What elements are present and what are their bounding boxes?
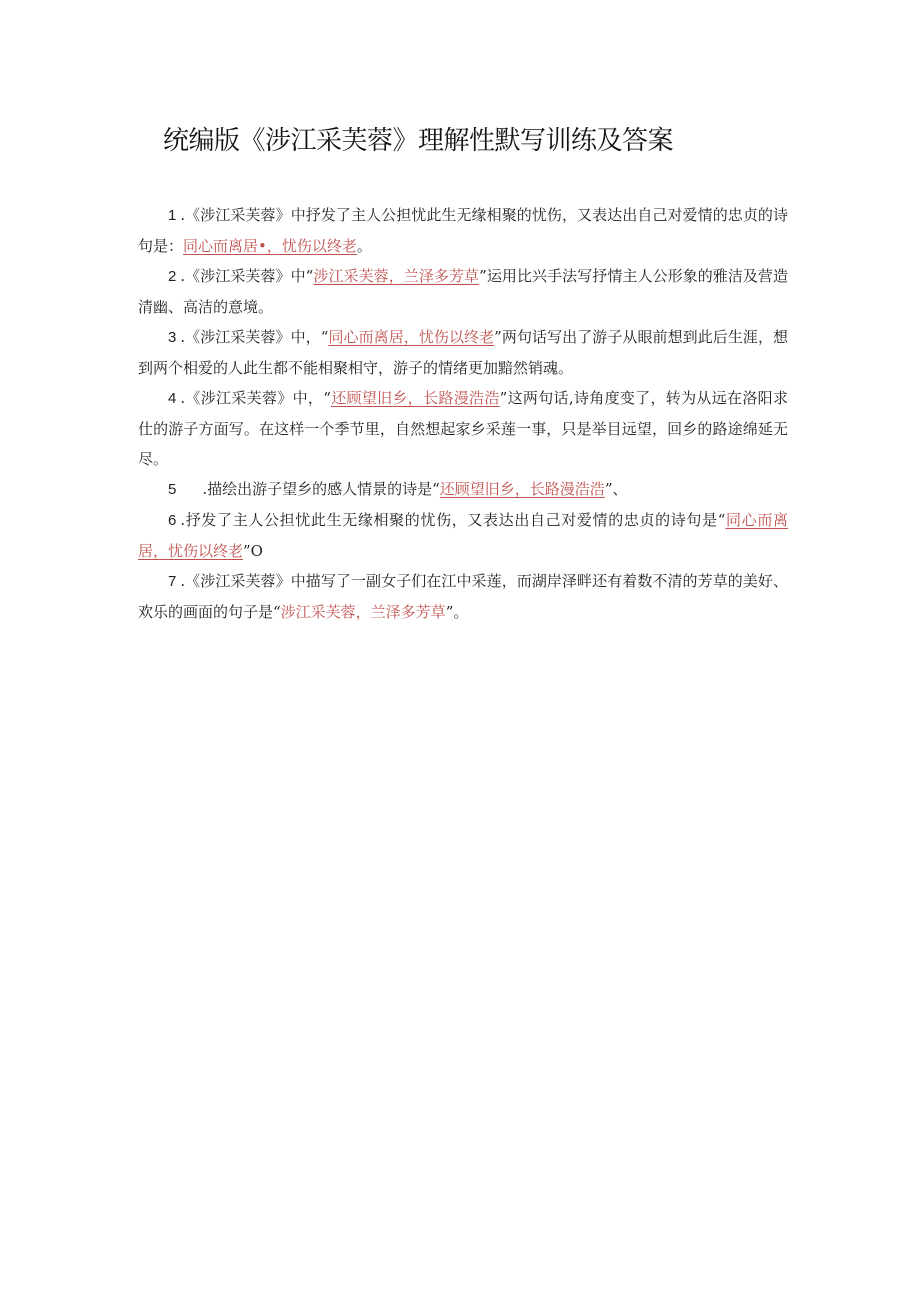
- question-text: .《涉江采芙蓉》中，“: [180, 389, 331, 407]
- question-item: [138, 200, 788, 261]
- question-number: 2: [168, 268, 177, 285]
- question-text-end: ”、: [604, 480, 628, 498]
- answer-text: 涉江采芙蓉，兰泽多芳草: [313, 267, 480, 285]
- answer-text: 同心而离居，忧伤以终老: [328, 328, 495, 346]
- question-text-end: 。: [356, 237, 372, 255]
- answer-text: 还顾望旧乡，长路漫浩浩: [439, 480, 605, 498]
- question-list: [138, 200, 788, 627]
- question-text: .《涉江采芙蓉》中抒发了主人公担忧此生无缘相聚的忧伤，又表达出自己对爱情的忠贞的诗句是：: [138, 206, 788, 255]
- question-text-end: ”运用比兴手法写抒情主人公形象的雅洁及营造清幽、高洁的意境。: [138, 267, 788, 316]
- question-item: [138, 566, 788, 627]
- page-title: 统编版《涉江采芙蓉》理解性默写训练及答案: [163, 126, 674, 156]
- question-text: .《涉江采芙蓉》中，“: [180, 328, 329, 346]
- answer-text: 同心而离居•，忧伤以终老: [183, 237, 357, 255]
- question-number: 7: [168, 573, 177, 590]
- question-text-end: ”两句话写出了游子从眼前想到此后生涯，想到两个相爱的人此生都不能相聚相守，游子的情绪更加黯然销魂。: [138, 328, 788, 377]
- question-item: [138, 322, 788, 383]
- question-text: .《涉江采芙蓉》中“: [180, 267, 314, 285]
- question-item: [138, 261, 788, 322]
- question-text-end: ”O: [243, 542, 263, 560]
- question-number: 6: [168, 512, 177, 529]
- question-number: 4: [168, 390, 177, 407]
- question-text-end: ”。: [445, 603, 469, 621]
- answer-text: 涉江采芙蓉，兰泽多芳草: [280, 603, 446, 621]
- question-item: [138, 474, 788, 505]
- answer-text: 同心而离居，忧伤以终老: [138, 511, 788, 560]
- question-text: .《涉江采芙蓉》中描写了一副女子们在江中采莲，而湖岸泽畔还有着数不清的芳草的美好、欢乐的画面的句子是“: [138, 572, 788, 621]
- question-text: .抒发了主人公担忧此生无缘相聚的忧伤，又表达出自己对爱情的忠贞的诗句是“: [180, 511, 726, 529]
- question-number: 5: [168, 481, 177, 498]
- question-item: [138, 383, 788, 474]
- question-text: .描绘出游子望乡的感人情景的诗是“: [202, 480, 440, 498]
- question-item: [138, 505, 788, 566]
- question-number: 3: [168, 329, 177, 346]
- question-text-end: ”这两句话,诗角度变了，转为从远在洛阳求仕的游子方面写。在这样一个季节里，自然想起家乡采莲一事，只是举目远望，回乡的路途绵延无尽。: [138, 389, 788, 468]
- answer-text: 还顾望旧乡，长路漫浩浩: [330, 389, 500, 407]
- question-number: 1: [168, 207, 177, 224]
